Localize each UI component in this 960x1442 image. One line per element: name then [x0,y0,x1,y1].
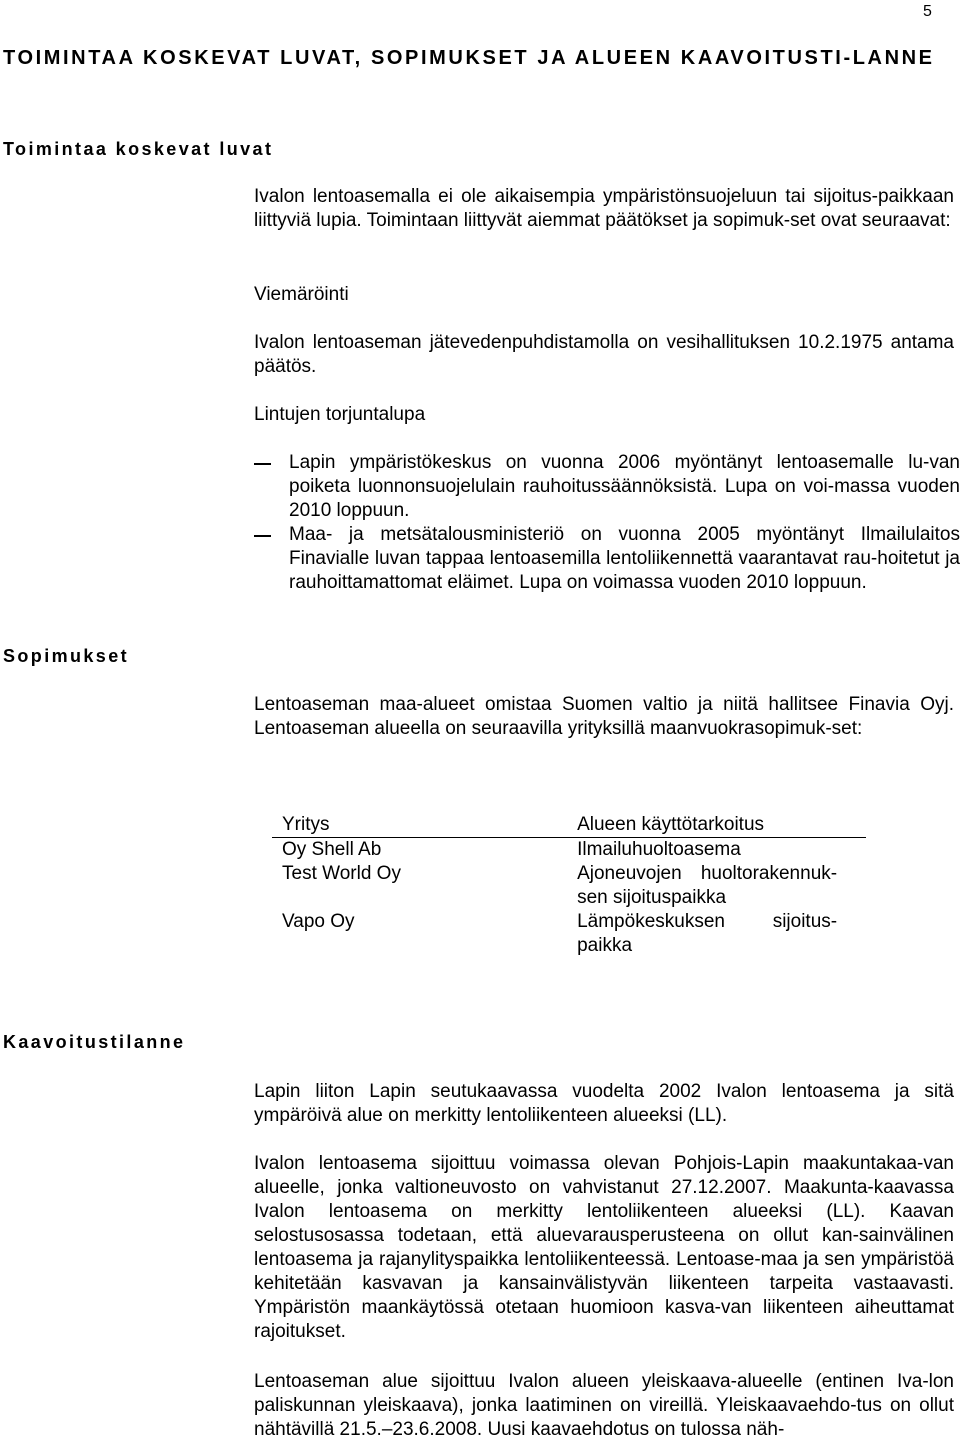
purpose-text: Lämpökeskuksen sijoitus-paikka [577,911,838,956]
purpose-cell [563,910,866,958]
section-heading-sopimukset: Sopimukset [3,646,130,666]
page-number: 5 [923,3,932,20]
subheading-viemarointi: Viemäröinti [254,284,349,305]
company-cell: Vapo Oy [282,911,355,932]
permit-list [254,451,960,595]
list-item: Lapin ympäristökeskus on vuonna 2006 myöntänyt lentoasemalle lu-van poiketa luonnonsuojelulain rauhoitussäännöksistä. Lupa on voi-massa vuoden 2010 loppuun. [254,451,960,523]
company-cell: Test World Oy [282,863,401,884]
sopimukset-text: Lentoaseman maa-alueet omistaa Suomen valtio ja niitä hallitsee Finavia Oyj. Lentoaseman alueella on seuraavilla yrityksillä maanvuokrasopimuk-set: [254,694,954,739]
viemarointi-text: Ivalon lentoaseman jätevedenpuhdistamolla on vesihallituksen 10.2.1975 antama päätös. [254,332,954,377]
section-intro [254,185,954,233]
kaavoitus-paragraph-1: Lapin liiton Lapin seutukaavassa vuodelta 2002 Ivalon lentoasema ja sitä ympäröivä alue on merkitty lentoliikenteen alueeksi (LL). [254,1081,954,1126]
column-header-kayttotarkoitus: Alueen käyttötarkoitus [563,813,866,838]
purpose-text: Ajoneuvojen huoltorakennuk-sen sijoituspaikka [577,863,838,908]
table-row [272,910,866,958]
section-heading-kaavoitustilanne: Kaavoitustilanne [3,1032,186,1052]
column-header-yritys: Yritys [272,813,563,838]
table-row [272,862,866,910]
kaavoitus-paragraph-3: Lentoaseman alue sijoittuu Ivalon alueen yleiskaava-alueelle (entinen Iva-lon paliskunnan yleiskaava), jonka laatiminen on vireillä. Yleiskaavaehdo-tus on ollut nähtävillä 21.5.–23.6.2008. Uusi kaavaehdotus on tulossa näh- [254,1371,954,1440]
kaavoitus-paragraph-2: Ivalon lentoasema sijoittuu voimassa olevan Pohjois-Lapin maakuntakaa-van alueelle, jonka valtioneuvosto on vahvistanut 27.12.2007. Maakunta-kaavassa Ivalon lentoasema on merkitty lentoliikenteen alueeksi (LL). Kaavan selostusosassa todetaan, että aluevarausperusteena on ollut kan-sainvälinen lentoasema ja rajanylityspaikka lentoliikenteessä. Lentoase-maa ja sen ympäristöä kehitetään kasvavan ja kansainvälistyvän liikenteen tarpeita vastaavasti. Ympäristön maankäytössä otetaan huomioon kasva-van liikenteen aiheuttamat rajoitukset. [254,1153,954,1342]
section-heading-luvat: Toimintaa koskevat luvat [3,139,274,159]
table-header-row [272,813,866,838]
list-item: Maa- ja metsätalousministeriö on vuonna 2005 myöntänyt Ilmailulaitos Finavialle luvan tappaa lentoasemilla lentoliikennettä vaarantavat rau-hoitetut ja rauhoittamattomat eläimet. Lupa on voimassa vuoden 2010 loppuun. [254,523,960,595]
main-heading: TOIMINTAA KOSKEVAT LUVAT, SOPIMUKSET JA ALUEEN KAAVOITUSTI-LANNE [3,47,935,69]
table-row [272,838,866,863]
subheading-lintujen-torjuntalupa: Lintujen torjuntalupa [254,404,426,425]
land-lease-table [272,813,866,958]
purpose-cell: Ilmailuhuoltoasema [577,839,741,860]
company-cell: Oy Shell Ab [282,839,382,860]
purpose-cell [563,862,866,910]
intro-paragraph: Ivalon lentoasemalla ei ole aikaisempia ympäristönsuojeluun tai sijoitus-paikkaan liittyviä lupia. Toimintaan liittyvät aiemmat päätökset ja sopimuk-set ovat seuraavat: [254,186,954,231]
